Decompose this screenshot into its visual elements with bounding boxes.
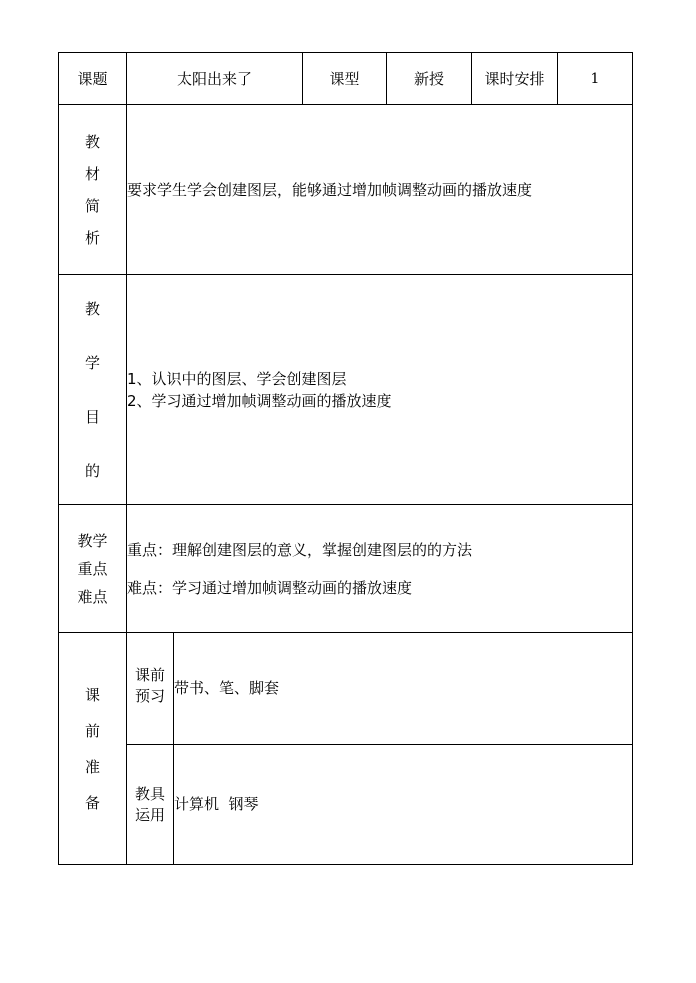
material-row [59, 105, 633, 275]
material-label-char: 简 [84, 196, 100, 215]
material-label-char: 教 [84, 132, 100, 151]
preparation-label-char: 准 [84, 757, 100, 776]
objectives-content [127, 275, 633, 505]
preview-label-line: 课前 [134, 666, 165, 684]
header-row [59, 53, 633, 105]
hours-value: 1 [558, 53, 633, 105]
material-label-char: 析 [84, 228, 100, 247]
key-points-label [59, 505, 127, 633]
tools-text: 计算机 钢琴 [174, 745, 633, 865]
lesson-plan-table [58, 52, 633, 865]
key-points-row [59, 505, 633, 633]
type-label: 课型 [303, 53, 387, 105]
preparation-label-char: 前 [84, 721, 100, 740]
tools-label-line: 教具 [134, 784, 165, 803]
material-label-char: 材 [84, 164, 100, 183]
objective-item: 1、认识中的图层、学会创建图层 [127, 369, 347, 388]
objectives-label-char: 教 [84, 299, 100, 318]
objective-item: 2、学习通过增加帧调整动画的播放速度 [127, 391, 392, 410]
objectives-label [59, 275, 127, 505]
topic-value: 太阳出来了 [127, 53, 303, 105]
preparation-label-char: 课 [84, 685, 100, 704]
objectives-row [59, 275, 633, 505]
key-points-label-line: 教学 [77, 531, 108, 550]
hours-label: 课时安排 [472, 53, 558, 105]
preparation-label-char: 备 [84, 793, 100, 812]
key-points-content [127, 505, 633, 633]
objectives-label-char: 学 [84, 353, 100, 372]
tools-label [127, 745, 174, 865]
topic-label: 课题 [59, 53, 127, 105]
type-value: 新授 [387, 53, 472, 105]
material-label [59, 105, 127, 275]
focus-text: 重点：理解创建图层的意义，掌握创建图层的的方法 [127, 540, 473, 559]
preview-text: 带书、笔、脚套 [174, 633, 633, 745]
key-points-label-line: 难点 [77, 587, 108, 606]
objectives-label-char: 目 [84, 407, 100, 426]
preparation-label [59, 633, 127, 865]
preview-label-line: 预习 [134, 687, 165, 705]
preview-label [127, 633, 174, 745]
tools-label-line: 运用 [134, 805, 165, 824]
preview-row [59, 633, 633, 745]
tools-row [59, 745, 633, 865]
key-points-label-line: 重点 [77, 559, 108, 578]
objectives-label-char: 的 [84, 461, 100, 480]
difficulty-text: 难点：学习通过增加帧调整动画的播放速度 [127, 578, 413, 597]
material-text: 要求学生学会创建图层，能够通过增加帧调整动画的播放速度 [127, 105, 633, 275]
